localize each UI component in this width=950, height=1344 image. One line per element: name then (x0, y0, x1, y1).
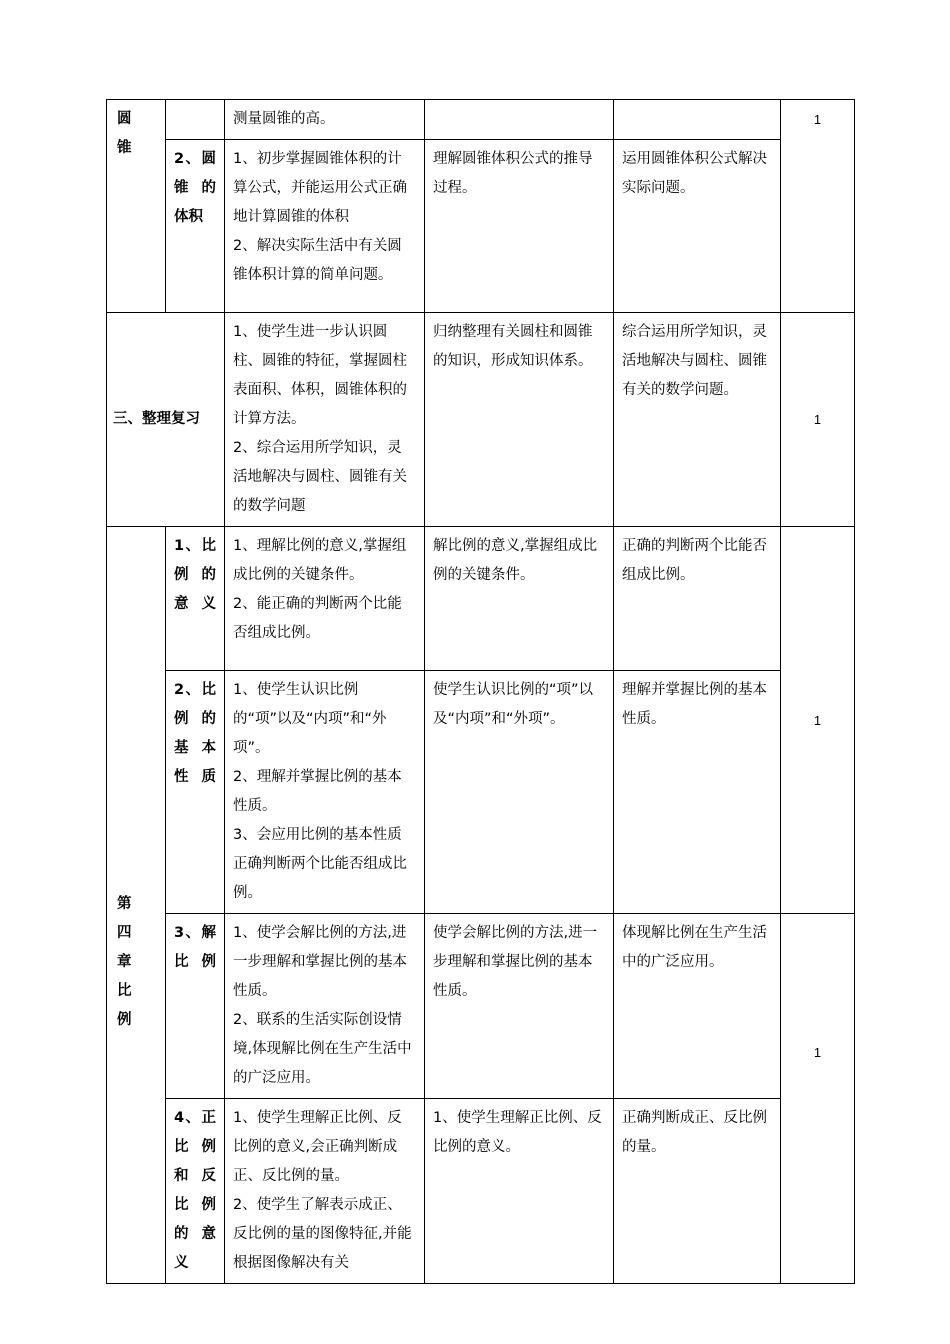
goal-cell: 1、使学会解比例的方法,进一步理解和掌握比例的基本性质。 2、联系的生活实际创设情境,体现解比例在生产生活中的广泛应用。 (225, 914, 425, 1099)
difficulty-cell: 体现解比例在生产生活中的广泛应用。 (614, 914, 781, 1099)
table-row (107, 140, 855, 313)
unit-cell-ratio: 第四章比例 (107, 527, 166, 1284)
goal-cell: 1、理解比例的意义,掌握组成比例的关键条件。 2、能正确的判断两个比能否组成比例。 (225, 527, 425, 671)
hours-cell: 1 (781, 914, 855, 1284)
lesson-cell (166, 100, 225, 140)
key-point-cell: 解比例的意义,掌握组成比例的关键条件。 (425, 527, 614, 671)
lesson-cell: 4、正比例和反比例的意义 (166, 1099, 225, 1284)
goal-cell: 1、使学生理解正比例、反比例的意义,会正确判断成正、反比例的量。 2、使学生了解表示成正、反比例的量的图像特征,并能根据图像解决有关 (225, 1099, 425, 1284)
lesson-cell: 2、比例的基本性质 (166, 671, 225, 914)
difficulty-cell (614, 100, 781, 140)
table-row (107, 914, 855, 1099)
table-row (107, 313, 855, 527)
lesson-cell: 2、圆锥的体积 (166, 140, 225, 313)
table-row (107, 527, 855, 671)
goal-cell: 1、使学生认识比例的“项”以及“内项”和“外项”。 2、理解并掌握比例的基本性质。 3、会应用比例的基本性质正确判断两个比能否组成比例。 (225, 671, 425, 914)
table-row (107, 100, 855, 140)
goal-cell: 1、使学生进一步认识圆柱、圆锥的特征，掌握圆柱表面积、体积，圆锥体积的计算方法。 2、综合运用所学知识，灵活地解决与圆柱、圆锥有关的数学问题 (225, 313, 425, 527)
goal-cell: 1、初步掌握圆锥体积的计算公式，并能运用公式正确地计算圆锥的体积 2、解决实际生活中有关圆锥体积计算的简单问题。 (225, 140, 425, 313)
difficulty-cell: 正确判断成正、反比例的量。 (614, 1099, 781, 1284)
key-point-cell: 理解圆锥体积公式的推导过程。 (425, 140, 614, 313)
difficulty-cell: 运用圆锥体积公式解决实际问题。 (614, 140, 781, 313)
unit-cell-review: 三、整理复习 (107, 313, 225, 527)
difficulty-cell: 综合运用所学知识，灵活地解决与圆柱、圆锥有关的数学问题。 (614, 313, 781, 527)
key-point-cell: 使学生认识比例的“项”以及“内项”和“外项”。 (425, 671, 614, 914)
unit-cell-cone: 圆锥 (107, 100, 166, 313)
difficulty-cell: 正确的判断两个比能否组成比例。 (614, 527, 781, 671)
key-point-cell: 1、使学生理解正比例、反比例的意义。 (425, 1099, 614, 1284)
lesson-cell: 3、解比例 (166, 914, 225, 1099)
difficulty-cell: 理解并掌握比例的基本性质。 (614, 671, 781, 914)
goal-cell: 测量圆锥的高。 (225, 100, 425, 140)
hours-cell: 1 (781, 313, 855, 527)
key-point-cell: 使学会解比例的方法,进一步理解和掌握比例的基本性质。 (425, 914, 614, 1099)
key-point-cell (425, 100, 614, 140)
table-row (107, 671, 855, 914)
table-row (107, 1099, 855, 1284)
lesson-plan-table (106, 99, 855, 1284)
key-point-cell: 归纳整理有关圆柱和圆锥的知识，形成知识体系。 (425, 313, 614, 527)
hours-cell: 1 (781, 100, 855, 313)
lesson-cell: 1、比例的意义 (166, 527, 225, 671)
hours-cell: 1 (781, 527, 855, 914)
